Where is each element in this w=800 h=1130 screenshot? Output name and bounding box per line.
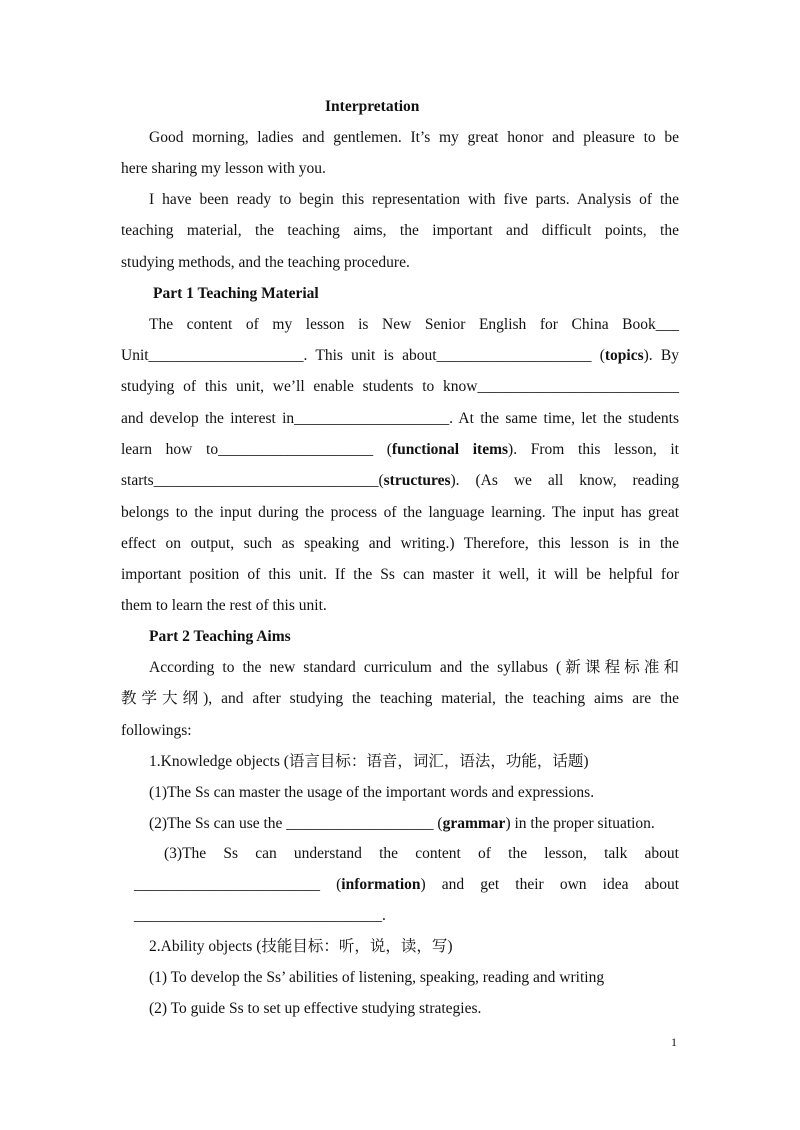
- bold-term: grammar: [442, 815, 506, 832]
- line-text: ). By: [643, 347, 679, 364]
- paragraph-line: Good morning, ladies and gentlemen. It’s my great honor and pleasure to be: [149, 129, 679, 146]
- line-text: ) and get their own idea about: [420, 876, 679, 893]
- subsection-heading: 1.Knowledge objects (语言目标：语音，词汇，语法，功能，话题): [149, 753, 589, 770]
- subsection-heading: 2.Ability objects (技能目标：听，说，读，写): [149, 938, 453, 955]
- line-text: starts_____________________________(: [121, 472, 384, 489]
- line-text: learn how to____________________ (: [121, 441, 392, 458]
- line-text: Unit____________________. This unit is about____________________ (: [121, 347, 605, 364]
- line-text: ). (As we all know, reading: [450, 472, 679, 489]
- paragraph-line: [121, 471, 679, 491]
- page-number: 1: [671, 1035, 677, 1049]
- paragraph-line: here sharing my lesson with you.: [121, 160, 326, 177]
- paragraph-line: The content of my lesson is New Senior English for China Book___: [149, 316, 679, 333]
- paragraph-line: studying of this unit, we’ll enable students to know__________________________: [121, 378, 679, 395]
- paragraph-line: followings:: [121, 722, 192, 739]
- list-item: [149, 814, 679, 834]
- bold-term: information: [341, 876, 421, 893]
- paragraph-line: belongs to the input during the process of the language learning. The input has great: [121, 504, 679, 521]
- paragraph-line: important position of this unit. If the Ss can master it well, it will be helpful for: [121, 566, 679, 583]
- paragraph-line: 教学大纲), and after studying the teaching material, the teaching aims are the: [121, 690, 679, 707]
- section-heading: Part 2 Teaching Aims: [149, 628, 291, 645]
- section-heading: Part 1 Teaching Material: [153, 285, 319, 302]
- line-text: ________________________ (: [134, 876, 342, 893]
- list-item: (1)The Ss can master the usage of the important words and expressions.: [149, 784, 595, 801]
- list-item: (2) To guide Ss to set up effective studying strategies.: [149, 1000, 482, 1017]
- paragraph-line: [121, 440, 679, 460]
- line-text: (2)The Ss can use the ___________________ (: [149, 815, 443, 832]
- document-title: Interpretation: [325, 98, 420, 115]
- paragraph-line: effect on output, such as speaking and writing.) Therefore, this lesson is in the: [121, 535, 679, 552]
- paragraph-line: According to the new standard curriculum and the syllabus (新课程标准和: [149, 659, 679, 676]
- paragraph-line: them to learn the rest of this unit.: [121, 597, 327, 614]
- bold-term: structures: [383, 472, 451, 489]
- list-item-continuation: [134, 875, 679, 895]
- line-text: ) in the proper situation.: [505, 815, 655, 832]
- paragraph-line: I have been ready to begin this representation with five parts. Analysis of the: [149, 191, 679, 208]
- paragraph-line: teaching material, the teaching aims, the important and difficult points, the: [121, 222, 679, 239]
- list-item-continuation: ________________________________.: [134, 907, 386, 924]
- bold-term: functional items: [391, 441, 509, 458]
- paragraph-line: studying methods, and the teaching procedure.: [121, 254, 410, 271]
- bold-term: topics: [604, 347, 644, 364]
- paragraph-line: [121, 346, 679, 366]
- list-item: (1) To develop the Ss’ abilities of listening, speaking, reading and writing: [149, 969, 605, 986]
- paragraph-line: and develop the interest in____________________. At the same time, let the students: [121, 410, 679, 427]
- line-text: ). From this lesson, it: [508, 441, 679, 458]
- list-item: (3)The Ss can understand the content of the lesson, talk about: [164, 845, 679, 862]
